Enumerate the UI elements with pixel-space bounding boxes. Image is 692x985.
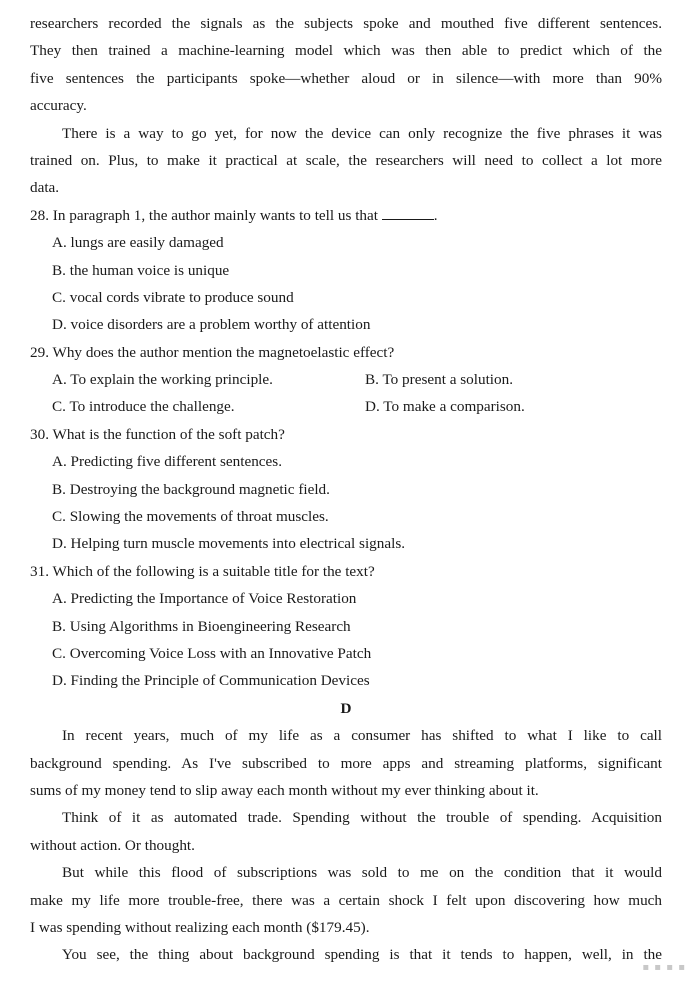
option-b: B. Destroying the background magnetic field.: [52, 480, 330, 498]
text-line: But while this flood of subscriptions was sold to me on the condition that it would: [62, 864, 662, 882]
answer-blank: [382, 205, 434, 220]
option-d: D. Finding the Principle of Communication Devices: [52, 672, 370, 690]
question-stem: 31. Which of the following is a suitable title for the text?: [30, 562, 375, 580]
text-line: There is a way to go yet, for now the device can only recognize the five phrases it was: [62, 124, 662, 142]
option-d: D. voice disorders are a problem worthy of attention: [52, 316, 371, 334]
option-c: C. Overcoming Voice Loss with an Innovative Patch: [52, 644, 372, 662]
option-c: C. Slowing the movements of throat muscles.: [52, 508, 329, 526]
option-d: D. Helping turn muscle movements into electrical signals.: [52, 535, 406, 553]
text-line: You see, the thing about background spending is that it tends to happen, well, in the: [62, 946, 662, 964]
text-line: without action. Or thought.: [30, 836, 195, 854]
passage-heading: D: [340, 699, 352, 717]
option-c: C. To introduce the challenge.: [52, 398, 235, 416]
question-stem-end: .: [433, 206, 438, 224]
question-stem: [30, 202, 662, 229]
question-31: [30, 558, 662, 695]
passage-c-ending: [30, 10, 662, 202]
option-a: A. To explain the working principle.: [52, 371, 273, 389]
exam-page: [30, 10, 662, 969]
option-row: [30, 366, 662, 393]
option-c: C. vocal cords vibrate to produce sound: [52, 288, 294, 306]
question-30: [30, 421, 662, 558]
text-line: Think of it as automated trade. Spending without the trouble of spending. Acquisition: [62, 809, 662, 827]
text-line: data.: [30, 179, 60, 197]
text-line: They then trained a machine-learning model which was then able to predict which of the: [30, 42, 662, 60]
text-line: trained on. Plus, to make it practical at scale, the researchers will need to collect a lot more: [30, 151, 662, 169]
option-a: A. Predicting the Importance of Voice Restoration: [52, 590, 357, 608]
question-29: [30, 339, 662, 421]
option-b: B. the human voice is unique: [52, 261, 230, 279]
question-stem: 29. Why does the author mention the magnetoelastic effect?: [30, 343, 395, 361]
text-line: researchers recorded the signals as the subjects spoke and mouthed five different sentences.: [30, 15, 662, 32]
option-a: A. Predicting five different sentences.: [52, 453, 282, 471]
question-stem-text: 28. In paragraph 1, the author mainly wants to tell us that: [30, 206, 378, 224]
option-row: [30, 393, 662, 420]
text-line: sums of my money tend to slip away each month without my ever thinking about it.: [30, 781, 539, 799]
text-line: five sentences the participants spoke—whether aloud or in silence—with more than 90%: [30, 69, 662, 87]
watermark: ▪ ▪ ▪ ▪: [642, 962, 686, 973]
passage-d: [30, 695, 662, 969]
option-b: B. Using Algorithms in Bioengineering Research: [52, 617, 351, 635]
text-line: make my life more trouble-free, there was a certain shock I felt upon discovering how much: [30, 891, 662, 909]
question-stem: 30. What is the function of the soft patch?: [30, 425, 285, 443]
option-b: B. To present a solution.: [365, 371, 513, 389]
text-line: In recent years, much of my life as a consumer has shifted to what I like to call: [62, 727, 662, 745]
text-line: accuracy.: [30, 97, 87, 115]
text-line: I was spending without realizing each month ($179.45).: [30, 918, 370, 936]
text-line: background spending. As I've subscribed to more apps and streaming platforms, significant: [30, 754, 662, 772]
option-a: A. lungs are easily damaged: [52, 234, 224, 252]
option-d: D. To make a comparison.: [365, 398, 525, 416]
question-28: [30, 202, 662, 339]
